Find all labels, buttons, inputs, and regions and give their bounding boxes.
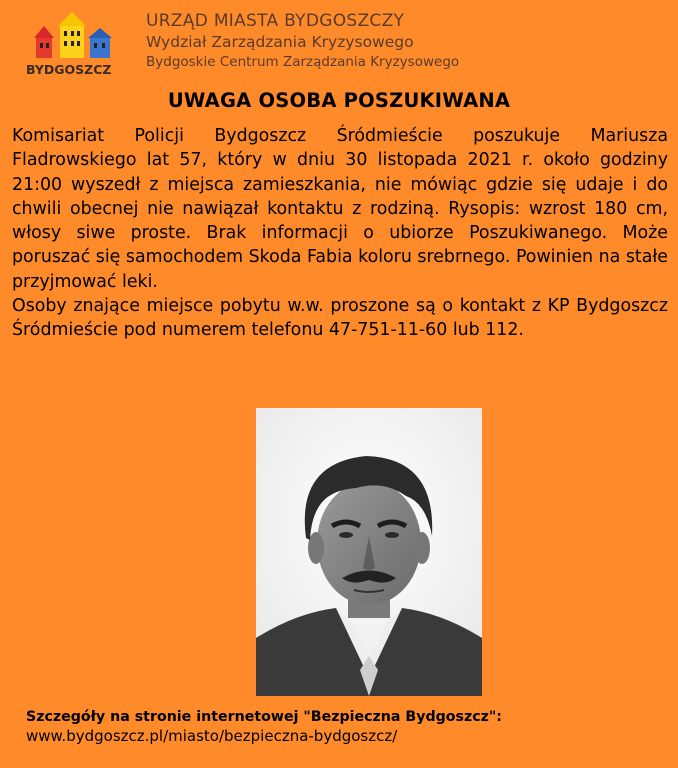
contact-paragraph: Osoby znające miejsce pobytu w.w. proszone są o kontakt z KP Bydgoszcz Śródmieście pod numerem telefonu 47-751-11-60 lub 112. — [12, 296, 668, 341]
org-center: Bydgoskie Centrum Zarządzania Kryzysowego — [146, 54, 460, 70]
details-label: Szczegóły na stronie internetowej "Bezpieczna Bydgoszcz": — [26, 709, 502, 725]
organization-block — [146, 10, 459, 72]
header — [0, 0, 678, 84]
website-link[interactable]: www.bydgoszcz.pl/miasto/bezpieczna-bydgoszcz/ — [26, 727, 398, 745]
org-name: URZĄD MIASTA BYDGOSZCZY — [146, 11, 405, 31]
announcement-body — [12, 124, 668, 343]
page-title: UWAGA OSOBA POSZUKIWANA — [167, 89, 511, 112]
footer — [26, 708, 502, 746]
org-department: Wydział Zarządzania Kryzysowego — [146, 33, 414, 51]
missing-person-photo — [256, 408, 482, 696]
bydgoszcz-logo — [20, 8, 136, 80]
logo-text: BYDGOSZCZ — [26, 62, 112, 77]
description-paragraph: Komisariat Policji Bydgoszcz Śródmieście poszukuje Mariusza Fladrowskiego lat 57, który w dniu 30 listopada 2021 r. około godziny 21:00 wyszedł z miejsca zamieszkania, nie mówiąc gdzie się udaje i do chwili obecnej nie nawiązał kontaktu z rodziną. Rysopis: wzrost 180 cm, włosy siwe proste. Brak informacji o ubiorze Poszukiwanego. Może poruszać się samochodem Skoda Fabia koloru srebrnego. Powinien na stałe przyjmować leki. — [12, 126, 668, 292]
portrait-image — [256, 408, 482, 696]
